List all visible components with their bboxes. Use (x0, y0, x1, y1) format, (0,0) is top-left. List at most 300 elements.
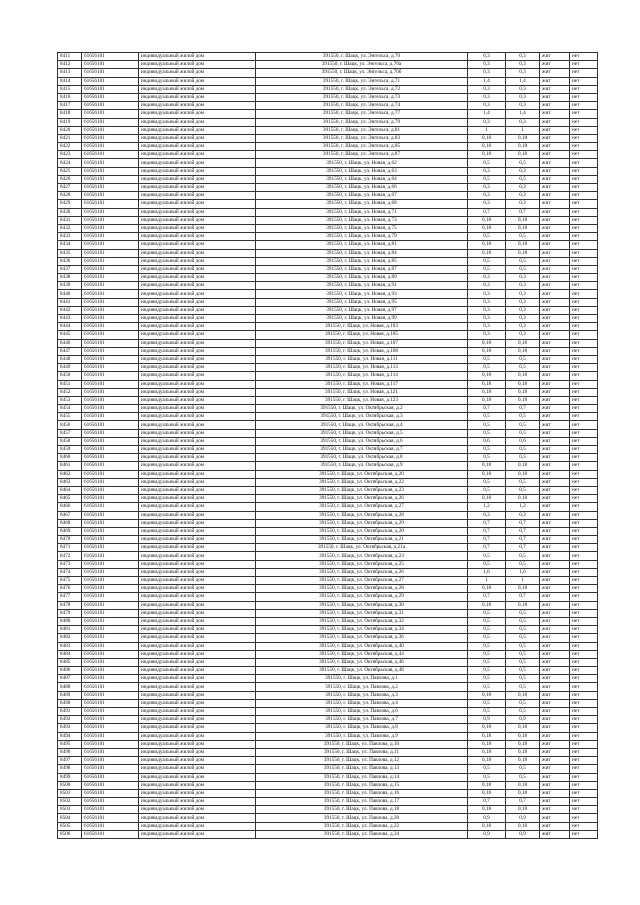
row-number: 8412 (58, 61, 82, 69)
address-cell: 391550, г. Шацк, ул. Новая, д.66 (256, 184, 468, 192)
code-cell: 61656101 (82, 396, 139, 404)
area-a-cell: 0,18 (468, 396, 506, 404)
flag-cell: нет (570, 396, 598, 404)
area-a-cell: 0,18 (468, 601, 506, 609)
table-row (58, 732, 598, 740)
table-row (58, 634, 598, 642)
address-cell: 391550, г. Шацк, ул. Новая, д.84 (256, 249, 468, 257)
address-cell: 391550, г. Шацк, ул. Октябрьская, д.22 (256, 478, 468, 486)
kind-cell: жит (540, 593, 570, 601)
row-number: 8490 (58, 699, 82, 707)
kind-cell: жит (540, 634, 570, 642)
type-cell: индивидуальный жилой дом (139, 224, 256, 232)
code-cell: 61656101 (82, 658, 139, 666)
address-cell: 391550, г. Шацк, ул. Энгельса, д.70б (256, 69, 468, 77)
code-cell: 61656101 (82, 691, 139, 699)
row-number: 8494 (58, 732, 82, 740)
code-cell: 61656101 (82, 53, 139, 61)
flag-cell: нет (570, 740, 598, 748)
kind-cell: жит (540, 708, 570, 716)
code-cell: 61656101 (82, 798, 139, 806)
table-row (58, 290, 598, 298)
kind-cell: жит (540, 609, 570, 617)
table-row (58, 814, 598, 822)
row-number: 8426 (58, 175, 82, 183)
table-row (58, 347, 598, 355)
area-b-cell: 0,5 (506, 634, 540, 642)
row-number: 8462 (58, 470, 82, 478)
code-cell: 61656101 (82, 667, 139, 675)
area-a-cell: 0,18 (468, 249, 506, 257)
table-row (58, 421, 598, 429)
table-row (58, 118, 598, 126)
kind-cell: жит (540, 601, 570, 609)
kind-cell: жит (540, 454, 570, 462)
area-a-cell: 0,18 (468, 470, 506, 478)
table-row (58, 683, 598, 691)
code-cell: 61656101 (82, 257, 139, 265)
type-cell: индивидуальный жилой дом (139, 388, 256, 396)
area-a-cell: 0,5 (468, 708, 506, 716)
area-b-cell: 0,18 (506, 781, 540, 789)
row-number: 8420 (58, 126, 82, 134)
address-cell: 391550, г. Шацк, ул. Новая, д.121 (256, 388, 468, 396)
type-cell: индивидуальный жилой дом (139, 192, 256, 200)
area-a-cell: 0,18 (468, 224, 506, 232)
code-cell: 61656101 (82, 282, 139, 290)
kind-cell: жит (540, 740, 570, 748)
code-cell: 61656101 (82, 233, 139, 241)
kind-cell: жит (540, 355, 570, 363)
area-b-cell: 0,18 (506, 601, 540, 609)
row-number: 8483 (58, 642, 82, 650)
kind-cell: жит (540, 167, 570, 175)
code-cell: 61656101 (82, 503, 139, 511)
kind-cell: жит (540, 257, 570, 265)
kind-cell: жит (540, 265, 570, 273)
area-a-cell: 0,5 (468, 265, 506, 273)
area-b-cell: 0,3 (506, 306, 540, 314)
area-b-cell: 0,5 (506, 552, 540, 560)
kind-cell: жит (540, 175, 570, 183)
area-b-cell: 0,5 (506, 667, 540, 675)
kind-cell: жит (540, 642, 570, 650)
type-cell: индивидуальный жилой дом (139, 814, 256, 822)
address-cell: 391550, г. Шацк, ул. Новая, д.87 (256, 265, 468, 273)
type-cell: индивидуальный жилой дом (139, 372, 256, 380)
kind-cell: жит (540, 282, 570, 290)
address-cell: 391550, г. Шацк, ул. Октябрьская, д.8 (256, 454, 468, 462)
address-cell: 391550, г. Шацк, ул. Новая, д.97 (256, 306, 468, 314)
address-cell: 391550, г. Шацк, ул. Новая, д.113 (256, 364, 468, 372)
area-a-cell: 0,7 (468, 593, 506, 601)
area-b-cell: 0,5 (506, 609, 540, 617)
row-number: 8486 (58, 667, 82, 675)
code-cell: 61656101 (82, 184, 139, 192)
flag-cell: нет (570, 814, 598, 822)
row-number: 8505 (58, 822, 82, 830)
row-number: 8424 (58, 159, 82, 167)
code-cell: 61656101 (82, 593, 139, 601)
code-cell: 61656101 (82, 642, 139, 650)
area-a-cell: 0,5 (468, 650, 506, 658)
row-number: 8423 (58, 151, 82, 159)
area-a-cell: 0,7 (468, 405, 506, 413)
table-row (58, 143, 598, 151)
code-cell: 61656101 (82, 519, 139, 527)
code-cell: 61656101 (82, 61, 139, 69)
code-cell: 61656101 (82, 134, 139, 142)
area-a-cell: 0,7 (468, 527, 506, 535)
row-number: 8468 (58, 519, 82, 527)
code-cell: 61656101 (82, 511, 139, 519)
row-number: 8471 (58, 544, 82, 552)
row-number: 8485 (58, 658, 82, 666)
row-number: 8473 (58, 560, 82, 568)
flag-cell: нет (570, 699, 598, 707)
type-cell: индивидуальный жилой дом (139, 429, 256, 437)
type-cell: индивидуальный жилой дом (139, 110, 256, 118)
table-row (58, 585, 598, 593)
address-cell: 391550, г. Шацк, ул. Новая, д.99 (256, 315, 468, 323)
area-b-cell: 0,3 (506, 93, 540, 101)
table-row (58, 617, 598, 625)
area-b-cell: 0,3 (506, 85, 540, 93)
code-cell: 61656101 (82, 372, 139, 380)
area-b-cell: 0,5 (506, 658, 540, 666)
area-b-cell: 0,7 (506, 527, 540, 535)
type-cell: индивидуальный жилой дом (139, 306, 256, 314)
kind-cell: жит (540, 585, 570, 593)
kind-cell: жит (540, 405, 570, 413)
row-number: 8476 (58, 585, 82, 593)
table-row (58, 789, 598, 797)
type-cell: индивидуальный жилой дом (139, 642, 256, 650)
address-cell: 391550, г. Шацк, ул. Новая, д.103 (256, 323, 468, 331)
code-cell: 61656101 (82, 298, 139, 306)
kind-cell: жит (540, 421, 570, 429)
kind-cell: жит (540, 437, 570, 445)
address-cell: 391550, г. Шацк, ул. Новая, д.62 (256, 159, 468, 167)
type-cell: индивидуальный жилой дом (139, 658, 256, 666)
kind-cell: жит (540, 396, 570, 404)
address-cell: 391550, г. Шацк, ул. Павлова, д.3 (256, 691, 468, 699)
type-cell: индивидуальный жилой дом (139, 822, 256, 830)
table-row (58, 830, 598, 838)
type-cell: индивидуальный жилой дом (139, 593, 256, 601)
table-row (58, 69, 598, 77)
flag-cell: нет (570, 298, 598, 306)
area-b-cell: 1,4 (506, 77, 540, 85)
area-b-cell: 0,18 (506, 691, 540, 699)
code-cell: 61656101 (82, 413, 139, 421)
address-cell: 391550, г. Шацк, ул. Павлова, д.24 (256, 830, 468, 838)
area-b-cell: 0,7 (506, 405, 540, 413)
row-number: 8465 (58, 495, 82, 503)
area-b-cell: 0,5 (506, 355, 540, 363)
flag-cell: нет (570, 822, 598, 830)
area-b-cell: 0,3 (506, 192, 540, 200)
area-b-cell: 0,18 (506, 380, 540, 388)
table-row (58, 642, 598, 650)
kind-cell: жит (540, 683, 570, 691)
address-cell: 391550, г. Шацк, ул. Павлова, д.8 (256, 724, 468, 732)
area-b-cell: 0,5 (506, 257, 540, 265)
table-row (58, 675, 598, 683)
area-a-cell: 0,7 (468, 798, 506, 806)
code-cell: 61656101 (82, 274, 139, 282)
area-a-cell: 0,5 (468, 454, 506, 462)
area-a-cell: 0,3 (468, 315, 506, 323)
row-number: 8417 (58, 102, 82, 110)
area-a-cell: 0,18 (468, 781, 506, 789)
address-cell: 391550, г. Шацк, ул. Павлова, д.18 (256, 806, 468, 814)
address-cell: 391550, г. Шацк, ул. Новая, д.117 (256, 380, 468, 388)
row-number: 8422 (58, 143, 82, 151)
row-number: 8429 (58, 200, 82, 208)
area-a-cell: 0,3 (468, 93, 506, 101)
code-cell: 61656101 (82, 249, 139, 257)
address-cell: 391550, г. Шацк, ул. Октябрьская, д.26 (256, 495, 468, 503)
area-a-cell: 1 (468, 577, 506, 585)
type-cell: индивидуальный жилой дом (139, 798, 256, 806)
row-number: 8418 (58, 110, 82, 118)
kind-cell: жит (540, 192, 570, 200)
area-b-cell: 0,18 (506, 224, 540, 232)
code-cell: 61656101 (82, 339, 139, 347)
area-b-cell: 0,5 (506, 626, 540, 634)
area-b-cell: 0,6 (506, 437, 540, 445)
row-number: 8435 (58, 249, 82, 257)
type-cell: индивидуальный жилой дом (139, 830, 256, 838)
code-cell: 61656101 (82, 355, 139, 363)
type-cell: индивидуальный жилой дом (139, 413, 256, 421)
address-cell: 391550, г. Шацк, ул. Павлова, д.2 (256, 683, 468, 691)
area-a-cell: 0,5 (468, 667, 506, 675)
area-b-cell: 0,18 (506, 822, 540, 830)
flag-cell: нет (570, 626, 598, 634)
area-a-cell: 1,6 (468, 568, 506, 576)
address-cell: 391550, г. Шацк, ул. Новая, д.85 (256, 257, 468, 265)
address-cell: 391550, г. Шацк, ул. Энгельса, д.70а (256, 61, 468, 69)
area-a-cell: 0,3 (468, 511, 506, 519)
type-cell: индивидуальный жилой дом (139, 69, 256, 77)
code-cell: 61656101 (82, 724, 139, 732)
row-number: 8416 (58, 93, 82, 101)
area-a-cell: 0,3 (468, 61, 506, 69)
kind-cell: жит (540, 560, 570, 568)
table-row (58, 200, 598, 208)
type-cell: индивидуальный жилой дом (139, 437, 256, 445)
type-cell: индивидуальный жилой дом (139, 691, 256, 699)
area-a-cell: 0,18 (468, 388, 506, 396)
address-cell: 391550, г. Шацк, ул. Октябрьская, д.30 (256, 601, 468, 609)
type-cell: индивидуальный жилой дом (139, 233, 256, 241)
area-b-cell: 0,18 (506, 724, 540, 732)
table-row (58, 781, 598, 789)
row-number: 8469 (58, 527, 82, 535)
flag-cell: нет (570, 388, 598, 396)
table-row (58, 470, 598, 478)
row-number: 8414 (58, 77, 82, 85)
flag-cell: нет (570, 560, 598, 568)
table-row (58, 527, 598, 535)
area-a-cell: 0,5 (468, 609, 506, 617)
area-a-cell: 0,5 (468, 413, 506, 421)
area-b-cell: 0,3 (506, 69, 540, 77)
address-cell: 391550, г. Шацк, ул. Павлова, д.20 (256, 814, 468, 822)
address-cell: 391550, г. Шацк, ул. Павлова, д.7 (256, 716, 468, 724)
table-row (58, 306, 598, 314)
row-number: 8488 (58, 683, 82, 691)
table-row (58, 446, 598, 454)
code-cell: 61656101 (82, 265, 139, 273)
address-cell: 391550, г. Шацк, ул. Павлова, д.10 (256, 740, 468, 748)
area-a-cell: 0,9 (468, 830, 506, 838)
code-cell: 61656101 (82, 388, 139, 396)
code-cell: 61656101 (82, 429, 139, 437)
area-b-cell: 0,18 (506, 757, 540, 765)
area-b-cell: 0,18 (506, 585, 540, 593)
table-row (58, 388, 598, 396)
area-b-cell: 0,18 (506, 748, 540, 756)
area-a-cell: 0,18 (468, 151, 506, 159)
code-cell: 61656101 (82, 224, 139, 232)
kind-cell: жит (540, 658, 570, 666)
row-number: 8460 (58, 454, 82, 462)
area-a-cell: 0,18 (468, 216, 506, 224)
table-row (58, 241, 598, 249)
area-b-cell: 0,18 (506, 388, 540, 396)
area-a-cell: 0,5 (468, 634, 506, 642)
kind-cell: жит (540, 290, 570, 298)
document-sheet (57, 52, 597, 839)
code-cell: 61656101 (82, 216, 139, 224)
row-number: 8493 (58, 724, 82, 732)
kind-cell: жит (540, 462, 570, 470)
flag-cell: нет (570, 372, 598, 380)
kind-cell: жит (540, 789, 570, 797)
address-cell: 391550, г. Шацк, ул. Октябрьская, д.31 (256, 609, 468, 617)
table-row (58, 429, 598, 437)
row-number: 8479 (58, 609, 82, 617)
table-row (58, 658, 598, 666)
area-a-cell: 0,5 (468, 257, 506, 265)
flag-cell: нет (570, 732, 598, 740)
code-cell: 61656101 (82, 347, 139, 355)
row-number: 8455 (58, 413, 82, 421)
area-b-cell: 0,5 (506, 364, 540, 372)
area-b-cell: 0,5 (506, 454, 540, 462)
row-number: 8458 (58, 437, 82, 445)
address-cell: 391550, г. Шацк, ул. Павлова, д.13 (256, 765, 468, 773)
flag-cell: нет (570, 143, 598, 151)
flag-cell: нет (570, 552, 598, 560)
flag-cell: нет (570, 192, 598, 200)
address-cell: 391550, г. Шацк, ул. Октябрьская, д.29 (256, 593, 468, 601)
code-cell: 61656101 (82, 364, 139, 372)
flag-cell: нет (570, 503, 598, 511)
row-number: 8441 (58, 298, 82, 306)
code-cell: 61656101 (82, 757, 139, 765)
code-cell: 61656101 (82, 200, 139, 208)
table-row (58, 511, 598, 519)
table-row (58, 233, 598, 241)
flag-cell: нет (570, 257, 598, 265)
flag-cell: нет (570, 519, 598, 527)
flag-cell: нет (570, 274, 598, 282)
area-a-cell: 1,4 (468, 77, 506, 85)
area-b-cell: 0,18 (506, 789, 540, 797)
address-cell: 391550, г. Шацк, ул. Новая, д.71 (256, 208, 468, 216)
code-cell: 61656101 (82, 527, 139, 535)
table-row (58, 708, 598, 716)
row-number: 8464 (58, 486, 82, 494)
code-cell: 61656101 (82, 421, 139, 429)
code-cell: 61656101 (82, 568, 139, 576)
code-cell: 61656101 (82, 781, 139, 789)
code-cell: 61656101 (82, 748, 139, 756)
code-cell: 61656101 (82, 159, 139, 167)
row-number: 8448 (58, 355, 82, 363)
code-cell: 61656101 (82, 560, 139, 568)
code-cell: 61656101 (82, 732, 139, 740)
kind-cell: жит (540, 93, 570, 101)
address-cell: 391550, г. Шацк, ул. Новая, д.89 (256, 274, 468, 282)
kind-cell: жит (540, 85, 570, 93)
kind-cell: жит (540, 617, 570, 625)
area-a-cell: 0,5 (468, 617, 506, 625)
area-a-cell: 0,3 (468, 118, 506, 126)
area-b-cell: 0,18 (506, 339, 540, 347)
table-row (58, 552, 598, 560)
row-number: 8475 (58, 577, 82, 585)
table-row (58, 126, 598, 134)
code-cell: 61656101 (82, 405, 139, 413)
type-cell: индивидуальный жилой дом (139, 200, 256, 208)
kind-cell: жит (540, 781, 570, 789)
flag-cell: нет (570, 593, 598, 601)
area-a-cell: 0,5 (468, 159, 506, 167)
type-cell: индивидуальный жилой дом (139, 143, 256, 151)
area-b-cell: 0,18 (506, 495, 540, 503)
type-cell: индивидуальный жилой дом (139, 748, 256, 756)
flag-cell: нет (570, 609, 598, 617)
kind-cell: жит (540, 577, 570, 585)
address-cell: 391550, г. Шацк, ул. Энгельса, д.83 (256, 134, 468, 142)
type-cell: индивидуальный жилой дом (139, 77, 256, 85)
kind-cell: жит (540, 331, 570, 339)
flag-cell: нет (570, 789, 598, 797)
area-a-cell: 0,18 (468, 740, 506, 748)
code-cell: 61656101 (82, 437, 139, 445)
kind-cell: жит (540, 347, 570, 355)
kind-cell: жит (540, 364, 570, 372)
area-a-cell: 0,18 (468, 347, 506, 355)
table-row (58, 560, 598, 568)
area-a-cell: 0,5 (468, 446, 506, 454)
area-a-cell: 0,5 (468, 765, 506, 773)
type-cell: индивидуальный жилой дом (139, 462, 256, 470)
row-number: 8442 (58, 306, 82, 314)
table-row (58, 568, 598, 576)
area-b-cell: 0,7 (506, 798, 540, 806)
type-cell: индивидуальный жилой дом (139, 151, 256, 159)
kind-cell: жит (540, 486, 570, 494)
table-row (58, 85, 598, 93)
type-cell: индивидуальный жилой дом (139, 634, 256, 642)
area-b-cell: 0,5 (506, 265, 540, 273)
